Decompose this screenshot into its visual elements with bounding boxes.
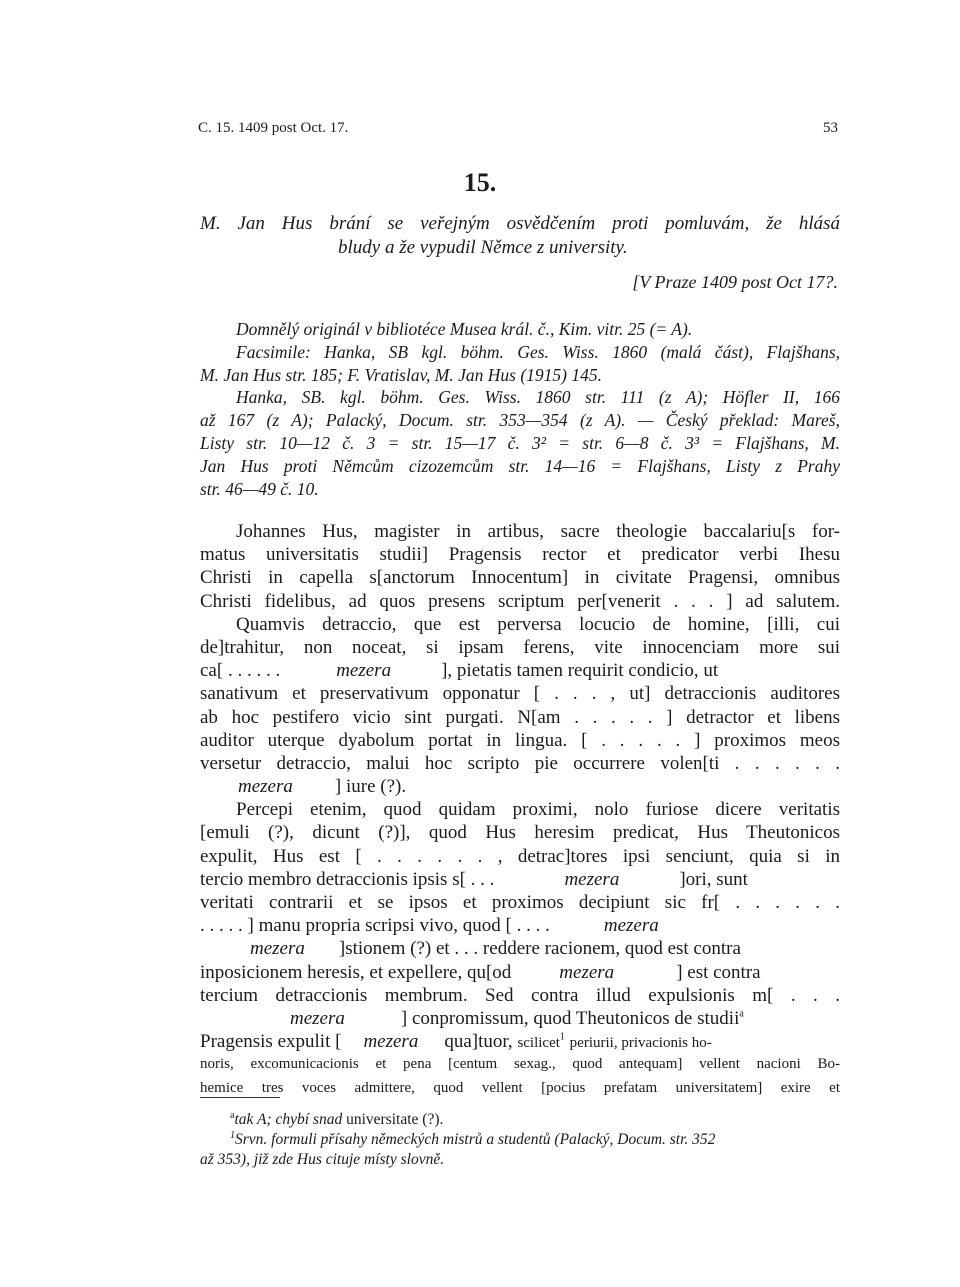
text-line: Quamvis detraccio, que est perversa locucio de homine, [illi, cui	[236, 613, 840, 635]
lacuna-label: mezera	[336, 660, 392, 682]
footnote-marker: 1	[230, 1129, 235, 1141]
text-fragment: periurii, privacionis ho-	[569, 1035, 712, 1052]
footnotes	[200, 1110, 840, 1170]
document-number: 15.	[463, 168, 497, 197]
source-line: Listy str. 10—12 č. 3 = str. 15—17 č. 3² = str. 6—8 č. 3³ = Flajšhans, M.	[200, 432, 840, 453]
lacuna-label: mezera	[564, 868, 620, 890]
text-line: Christi in capella s[anctorum Innocentum] in civitate Pragensi, omnibus	[200, 567, 840, 589]
text-line: de]trahitur, non noceat, si ipsam ferens, vite innocenciam more sui	[200, 636, 840, 658]
text-line	[200, 914, 840, 937]
text-line	[200, 775, 840, 798]
text-line	[200, 1030, 840, 1053]
source-notes	[200, 318, 840, 500]
header-reference: C. 15. 1409 post Oct. 17.	[198, 120, 349, 136]
source-line: Hanka, SB. kgl. böhm. Ges. Wiss. 1860 str. 111 (z A); Höfler II, 166	[236, 387, 840, 408]
text-line: tercium detraccionis membrum. Sed contra illud expulsionis m[ . . .	[200, 984, 840, 1006]
text-line: sanativum et preservativum opponatur [ . . . , ut] detraccionis auditores	[200, 683, 840, 705]
text-line: [emuli (?), dicunt (?)], quod Hus heresim predicat, Hus Theutonicos	[200, 822, 840, 844]
text-line	[200, 868, 840, 891]
text-line: ab hoc pestifero vicio sint purgati. N[am . . . . . ] detractor et libens	[200, 706, 840, 728]
lacuna-label: mezera	[238, 776, 293, 798]
text-line	[200, 1007, 840, 1030]
text-fragment: Pragensis expulit [	[200, 1031, 342, 1053]
footnote-text: Srvn. formuli přísahy německých mistrů a studentů (Palacký, Docum. str. 352	[235, 1131, 716, 1148]
footnote-a	[200, 1110, 840, 1130]
footnote-rule	[200, 1097, 280, 1098]
title-line-2: bludy a že vypudil Němce z university.	[338, 237, 628, 258]
lacuna-label: mezera	[290, 1007, 345, 1029]
text-line: auditor uterque dyabolum portat in lingua. [ . . . . . ] proximos meos	[200, 729, 840, 751]
text-fragment: qua]tuor,	[444, 1031, 513, 1053]
source-line: až 167 (z A); Palacký, Docum. str. 353—354 (z A). — Český překlad: Mareš,	[200, 410, 840, 431]
lacuna-label: mezera	[603, 915, 659, 937]
text-line: matus universitatis studii] Pragensis rector et predicator verbi Ihesu	[200, 544, 840, 566]
text-fragment: ] conpromissum, quod Theutonicos de studii	[400, 1007, 740, 1029]
footnote-marker: a	[230, 1109, 235, 1121]
footnote-text: universitate (?).	[346, 1111, 444, 1128]
footnote-marker: a	[739, 1008, 744, 1020]
text-line: expulit, Hus est [ . . . . . . , detrac]tores ipsi senciunt, quia si in	[200, 845, 840, 867]
text-fragment: ] iure (?).	[334, 776, 407, 798]
page-number: 53	[823, 120, 838, 136]
text-fragment: ], pietatis tamen requirit condicio, ut	[441, 660, 719, 682]
text-fragment: ca[ . . . . . .	[200, 660, 281, 682]
latin-text	[200, 520, 840, 1100]
footnote-1	[200, 1130, 840, 1150]
footnote-1-continuation: až 353), již zde Hus cituje místy slovně.	[200, 1151, 445, 1168]
text-fragment: inposicionem heresis, et expellere, qu[od	[200, 961, 512, 983]
document-title	[200, 212, 840, 260]
text-fragment: ]ori, sunt	[679, 868, 748, 890]
source-line: Facsimile: Hanka, SB kgl. böhm. Ges. Wiss. 1860 (malá část), Flajšhans,	[236, 341, 840, 362]
source-line: Jan Hus proti Němcům cizozemcům str. 14—16 = Flajšhans, Listy z Prahy	[200, 455, 840, 476]
footnote-text: tak A; chybí snad	[234, 1111, 343, 1128]
source-line: str. 46—49 č. 10.	[200, 478, 319, 499]
text-line: versetur detraccio, malui hoc scripto pie occurrere volen[ti . . . . . .	[200, 752, 840, 774]
text-line: Christi fidelibus, ad quos presens scriptum per[venerit . . . ] ad salutem.	[200, 590, 840, 612]
text-line: Johannes Hus, magister in artibus, sacre theologie baccalariu[s for-	[236, 521, 840, 542]
footnote-marker: 1	[559, 1031, 565, 1043]
title-line-1: M. Jan Hus brání se veřejným osvědčením proti pomluvám, že hlásá	[200, 213, 840, 234]
text-fragment: ]stionem (?) et . . . reddere racionem, quod est contra	[338, 938, 741, 960]
text-line	[200, 659, 840, 682]
source-line: Domnělý originál v bibliotéce Musea král. č., Kim. vitr. 25 (= A).	[236, 319, 693, 339]
text-fragment: . . . . . ] manu propria scripsi vivo, quod [ . . . .	[200, 915, 550, 937]
text-line: Percepi etenim, quod quidam proximi, nolo furiose dicere veritatis	[236, 799, 840, 821]
text-line	[200, 961, 840, 984]
lacuna-label: mezera	[363, 1031, 419, 1053]
lacuna-label: mezera	[250, 938, 305, 960]
place-date: [V Praze 1409 post Oct 17?.	[632, 272, 838, 292]
text-line: hemice tres voces admittere, quod vellent [pocius prefatam universitatem] exire et	[200, 1079, 840, 1096]
text-fragment: scilicet	[517, 1035, 560, 1052]
text-fragment: tercio membro detraccionis ipsis s[ . . .	[200, 868, 495, 890]
text-line	[200, 937, 840, 960]
text-fragment: ] est contra	[676, 961, 761, 983]
lacuna-label: mezera	[559, 961, 615, 983]
source-line: M. Jan Hus str. 185; F. Vratislav, M. Jan Hus (1915) 145.	[200, 364, 602, 385]
text-line: veritati contrarii et se ipsos et proximos decipiunt sic fr[ . . . . . .	[200, 892, 840, 913]
text-line: noris, excomunicacionis et pena [centum sexag., quod antequam] vellent nacioni Bo-	[200, 1056, 840, 1073]
